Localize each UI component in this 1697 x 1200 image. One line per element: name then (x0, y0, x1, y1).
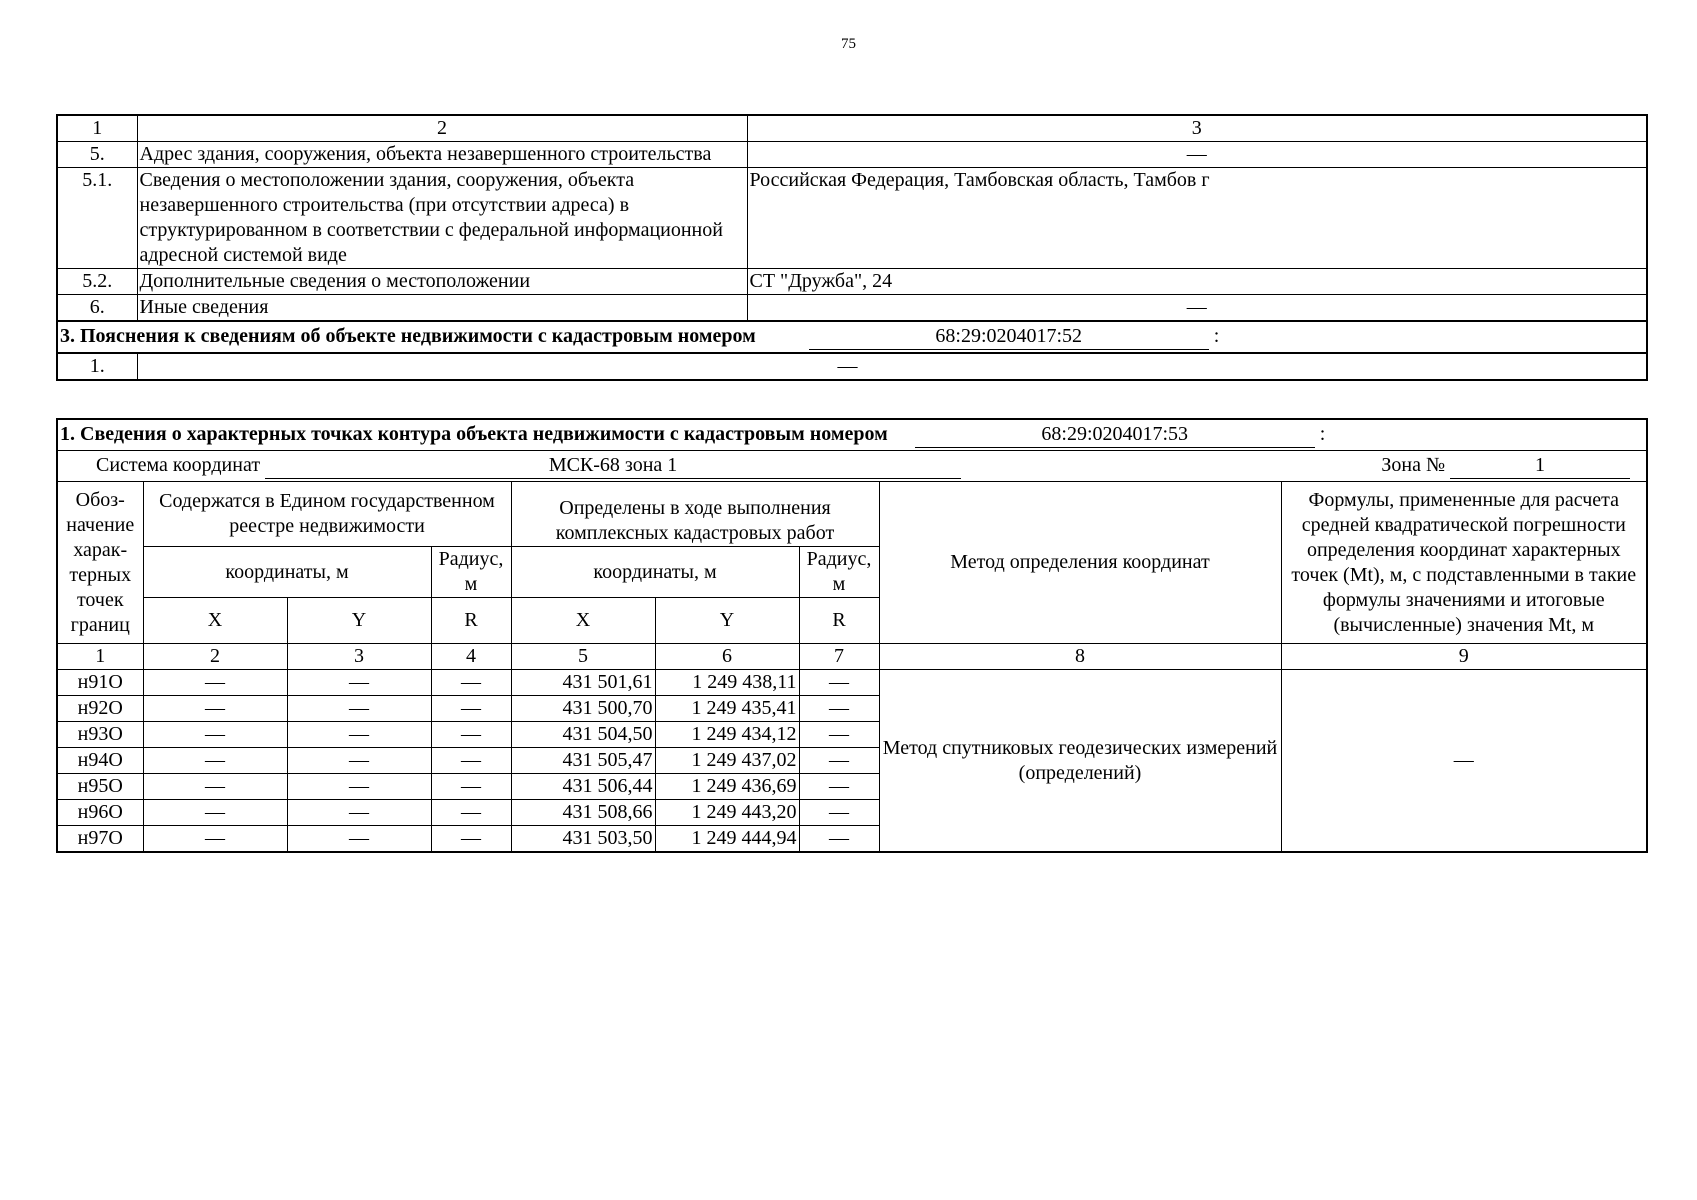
coord-system (57, 451, 1647, 482)
header-method: Метод определения координат (879, 482, 1281, 644)
point-r-kkr: — (799, 800, 879, 826)
point-r-kkr: — (799, 748, 879, 774)
header-formulas: Формулы, примененные для расчета средней квадратической погрешности определения координат характерных точек (Mt), м, с подставленными в такие формулы значениями и итоговые (вычисленные) значения Mt, м (1281, 482, 1647, 644)
header-row-1 (57, 482, 1647, 547)
row-number: 5.2. (57, 269, 137, 295)
object-info-table (56, 114, 1648, 381)
row-label: Иные сведения (137, 295, 747, 322)
column-number-row (57, 644, 1647, 670)
table-row (57, 295, 1647, 322)
header-radius-egrn: Радиус, м (431, 547, 511, 598)
col-number: 7 (799, 644, 879, 670)
point-r-kkr: — (799, 722, 879, 748)
table-row (57, 168, 1647, 269)
header-y: Y (655, 598, 799, 644)
point-r-egrn: — (431, 722, 511, 748)
point-y-kkr: 1 249 438,11 (655, 670, 799, 696)
col-number: 4 (431, 644, 511, 670)
row-value: — (747, 295, 1647, 322)
section3-heading-row (57, 321, 1647, 353)
header-x: X (143, 598, 287, 644)
section1-colon: : (1319, 423, 1326, 445)
point-x-egrn: — (143, 826, 287, 853)
page-number: 75 (841, 36, 856, 52)
section1-heading-row (57, 419, 1647, 451)
col-number: 1 (57, 644, 143, 670)
header-kkr: Определены в ходе выполнения комплексных кадастровых работ (511, 482, 879, 547)
section3-row (57, 353, 1647, 380)
row-label: Сведения о местоположении здания, сооружения, объекта незавершенного строительства (при отсутствии адреса) в структурированном в соответствии с федеральной информационной адресной системой виде (137, 168, 747, 269)
section3-title: 3. Пояснения к сведениям об объекте недвижимости с кадастровым номером (60, 325, 756, 347)
coord-system-row (57, 451, 1647, 482)
col-number: 8 (879, 644, 1281, 670)
point-r-kkr: — (799, 696, 879, 722)
point-r-egrn: — (431, 800, 511, 826)
point-r-egrn: — (431, 826, 511, 853)
section1-cadastral-number: 68:29:0204017:53 (915, 422, 1315, 448)
point-y-kkr: 1 249 436,69 (655, 774, 799, 800)
col-number: 2 (137, 115, 747, 142)
point-r-kkr: — (799, 774, 879, 800)
table-row (57, 142, 1647, 168)
header-coords-kkr: координаты, м (511, 547, 799, 598)
point-x-egrn: — (143, 800, 287, 826)
col-number: 2 (143, 644, 287, 670)
method-cell: Метод спутниковых геодезических измерений (определений) (879, 670, 1281, 853)
point-x-kkr: 431 500,70 (511, 696, 655, 722)
header-egrn: Содержатся в Едином государственном реестре недвижимости (143, 482, 511, 547)
col-number: 3 (287, 644, 431, 670)
point-name: н97О (57, 826, 143, 853)
point-x-egrn: — (143, 696, 287, 722)
point-x-kkr: 431 503,50 (511, 826, 655, 853)
table-row (57, 269, 1647, 295)
point-x-egrn: — (143, 722, 287, 748)
point-y-kkr: 1 249 443,20 (655, 800, 799, 826)
point-x-kkr: 431 505,47 (511, 748, 655, 774)
col-number: 6 (655, 644, 799, 670)
point-y-kkr: 1 249 444,94 (655, 826, 799, 853)
col-number: 5 (511, 644, 655, 670)
point-x-egrn: — (143, 748, 287, 774)
point-r-kkr: — (799, 826, 879, 853)
coord-system-value: МСК-68 зона 1 (265, 453, 961, 479)
point-y-egrn: — (287, 722, 431, 748)
section3-colon: : (1213, 325, 1220, 347)
row-label: Дополнительные сведения о местоположении (137, 269, 747, 295)
point-name: н93О (57, 722, 143, 748)
header-r: R (431, 598, 511, 644)
header-coords-egrn: координаты, м (143, 547, 431, 598)
header-designation: Обоз-начение харак-терных точек границ (57, 482, 143, 644)
zone-label: Зона № (1381, 454, 1446, 476)
row-value: — (137, 353, 1647, 380)
point-name: н95О (57, 774, 143, 800)
header-x: X (511, 598, 655, 644)
header-r: R (799, 598, 879, 644)
point-y-egrn: — (287, 696, 431, 722)
point-r-egrn: — (431, 670, 511, 696)
point-r-kkr: — (799, 670, 879, 696)
point-y-egrn: — (287, 670, 431, 696)
formula-cell: — (1281, 670, 1647, 853)
point-x-egrn: — (143, 774, 287, 800)
points-table (56, 418, 1648, 853)
section3-cadastral-number: 68:29:0204017:52 (809, 324, 1209, 350)
header-y: Y (287, 598, 431, 644)
point-name: н91О (57, 670, 143, 696)
section1-heading (57, 419, 1647, 451)
point-y-kkr: 1 249 434,12 (655, 722, 799, 748)
point-y-kkr: 1 249 437,02 (655, 748, 799, 774)
point-x-kkr: 431 506,44 (511, 774, 655, 800)
row-value: Российская Федерация, Тамбовская область, Тамбов г (747, 168, 1647, 269)
point-x-egrn: — (143, 670, 287, 696)
table-row (57, 670, 1647, 696)
point-name: н96О (57, 800, 143, 826)
point-x-kkr: 431 504,50 (511, 722, 655, 748)
row-number: 5.1. (57, 168, 137, 269)
row-number: 5. (57, 142, 137, 168)
col-number: 3 (747, 115, 1647, 142)
header-radius-kkr: Радиус, м (799, 547, 879, 598)
point-y-egrn: — (287, 826, 431, 853)
section1-title: 1. Сведения о характерных точках контура объекта недвижимости с кадастровым номером (60, 423, 888, 445)
point-y-kkr: 1 249 435,41 (655, 696, 799, 722)
section3-heading (57, 321, 1647, 353)
point-y-egrn: — (287, 800, 431, 826)
point-r-egrn: — (431, 774, 511, 800)
col-number: 9 (1281, 644, 1647, 670)
point-name: н94О (57, 748, 143, 774)
coord-system-label: Система координат (96, 454, 261, 476)
point-y-egrn: — (287, 774, 431, 800)
point-x-kkr: 431 501,61 (511, 670, 655, 696)
column-number-row (57, 115, 1647, 142)
point-x-kkr: 431 508,66 (511, 800, 655, 826)
point-name: н92О (57, 696, 143, 722)
row-value: — (747, 142, 1647, 168)
row-number: 1. (57, 353, 137, 380)
row-value: СТ "Дружба", 24 (747, 269, 1647, 295)
point-r-egrn: — (431, 696, 511, 722)
point-r-egrn: — (431, 748, 511, 774)
row-number: 6. (57, 295, 137, 322)
zone-value: 1 (1450, 453, 1630, 479)
col-number: 1 (57, 115, 137, 142)
row-label: Адрес здания, сооружения, объекта незавершенного строительства (137, 142, 747, 168)
point-y-egrn: — (287, 748, 431, 774)
